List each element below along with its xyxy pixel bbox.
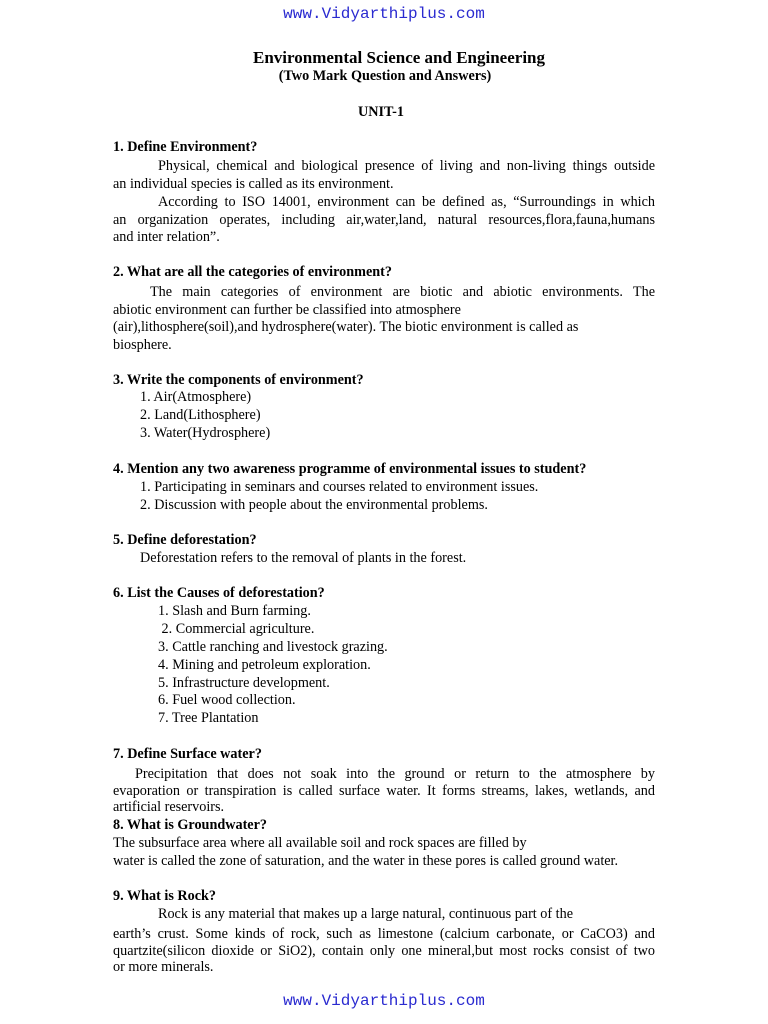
list-item: 1. Air(Atmosphere) bbox=[140, 389, 252, 405]
list-item: 1. Slash and Burn farming. bbox=[158, 603, 311, 619]
answer-9-line: Rock is any material that makes up a large natural, continuous part of the bbox=[158, 906, 573, 922]
answer-8-line: water is called the zone of saturation, and the water in these pores is called ground water. bbox=[113, 853, 619, 869]
question-8: 8. What is Groundwater? bbox=[113, 817, 267, 833]
list-item: 2. Land(Lithosphere) bbox=[140, 407, 261, 423]
list-item: 3. Water(Hydrosphere) bbox=[140, 425, 271, 441]
answer-2-line: biosphere. bbox=[113, 336, 172, 353]
question-5: 5. Define deforestation? bbox=[113, 532, 257, 548]
unit-heading: UNIT-1 bbox=[358, 104, 404, 120]
list-item: 2. Discussion with people about the environmental problems. bbox=[140, 497, 488, 513]
answer-9-line: earth’s crust. Some kinds of rock, such as limestone (calcium carbonate, or CaCO3) and bbox=[113, 926, 655, 942]
list-item: 2. Commercial agriculture. bbox=[158, 621, 315, 637]
list-item: 3. Cattle ranching and livestock grazing. bbox=[158, 639, 388, 655]
header-url: www.Vidyarthiplus.com bbox=[283, 5, 485, 23]
answer-2-line: abiotic environment can further be classified into atmosphere bbox=[113, 301, 461, 318]
question-7: 7. Define Surface water? bbox=[113, 746, 262, 762]
question-9: 9. What is Rock? bbox=[113, 888, 217, 904]
answer-7-line: Precipitation that does not soak into the ground or return to the atmosphere by bbox=[135, 766, 655, 782]
question-2: 2. What are all the categories of environment? bbox=[113, 264, 392, 280]
answer-5: Deforestation refers to the removal of plants in the forest. bbox=[140, 550, 467, 566]
answer-2 bbox=[113, 284, 655, 319]
answer-9-line: quartzite(silicon dioxide or SiO2), contain only one mineral,but most rocks consist of two bbox=[113, 942, 655, 959]
answer-7-line: evaporation or transpiration is called surface water. It forms streams, lakes, wetlands, and bbox=[113, 782, 655, 799]
answer-1b bbox=[113, 194, 655, 247]
answer-1-line: an organization operates, including air,water,land, natural resources,flora,fauna,humans bbox=[113, 211, 655, 228]
answer-1-line: an individual species is called as its environment. bbox=[113, 175, 394, 192]
question-6: 6. List the Causes of deforestation? bbox=[113, 585, 325, 601]
answer-1-line: According to ISO 14001, environment can be defined as, “Surroundings in which bbox=[158, 194, 655, 210]
answer-7 bbox=[113, 766, 655, 816]
document-subtitle: (Two Mark Question and Answers) bbox=[278, 68, 492, 84]
question-3: 3. Write the components of environment? bbox=[113, 372, 364, 388]
answer-2b bbox=[113, 319, 655, 354]
footer-url: www.Vidyarthiplus.com bbox=[283, 992, 485, 1010]
question-1: 1. Define Environment? bbox=[113, 139, 258, 155]
answer-9-line: or more minerals. bbox=[113, 959, 214, 975]
list-item: 1. Participating in seminars and courses related to environment issues. bbox=[140, 479, 539, 495]
answer-9 bbox=[113, 926, 655, 976]
answer-2-line: The main categories of environment are biotic and abiotic environments. The bbox=[150, 284, 655, 300]
list-item: 6. Fuel wood collection. bbox=[158, 692, 296, 708]
question-4: 4. Mention any two awareness programme of environmental issues to student? bbox=[113, 461, 587, 477]
answer-8-line: The subsurface area where all available soil and rock spaces are filled by bbox=[113, 835, 527, 851]
answer-1-line: Physical, chemical and biological presence of living and non-living things outside bbox=[158, 158, 655, 174]
list-item: 7. Tree Plantation bbox=[158, 710, 259, 726]
document-title: Environmental Science and Engineering bbox=[252, 48, 545, 67]
answer-1 bbox=[113, 158, 655, 193]
answer-1-line: and inter relation”. bbox=[113, 229, 220, 245]
list-item: 4. Mining and petroleum exploration. bbox=[158, 657, 371, 673]
answer-2-line: (air),lithosphere(soil),and hydrosphere(water). The biotic environment is called as bbox=[113, 319, 579, 335]
answer-7-line: artificial reservoirs. bbox=[113, 799, 225, 815]
list-item: 5. Infrastructure development. bbox=[158, 675, 330, 691]
